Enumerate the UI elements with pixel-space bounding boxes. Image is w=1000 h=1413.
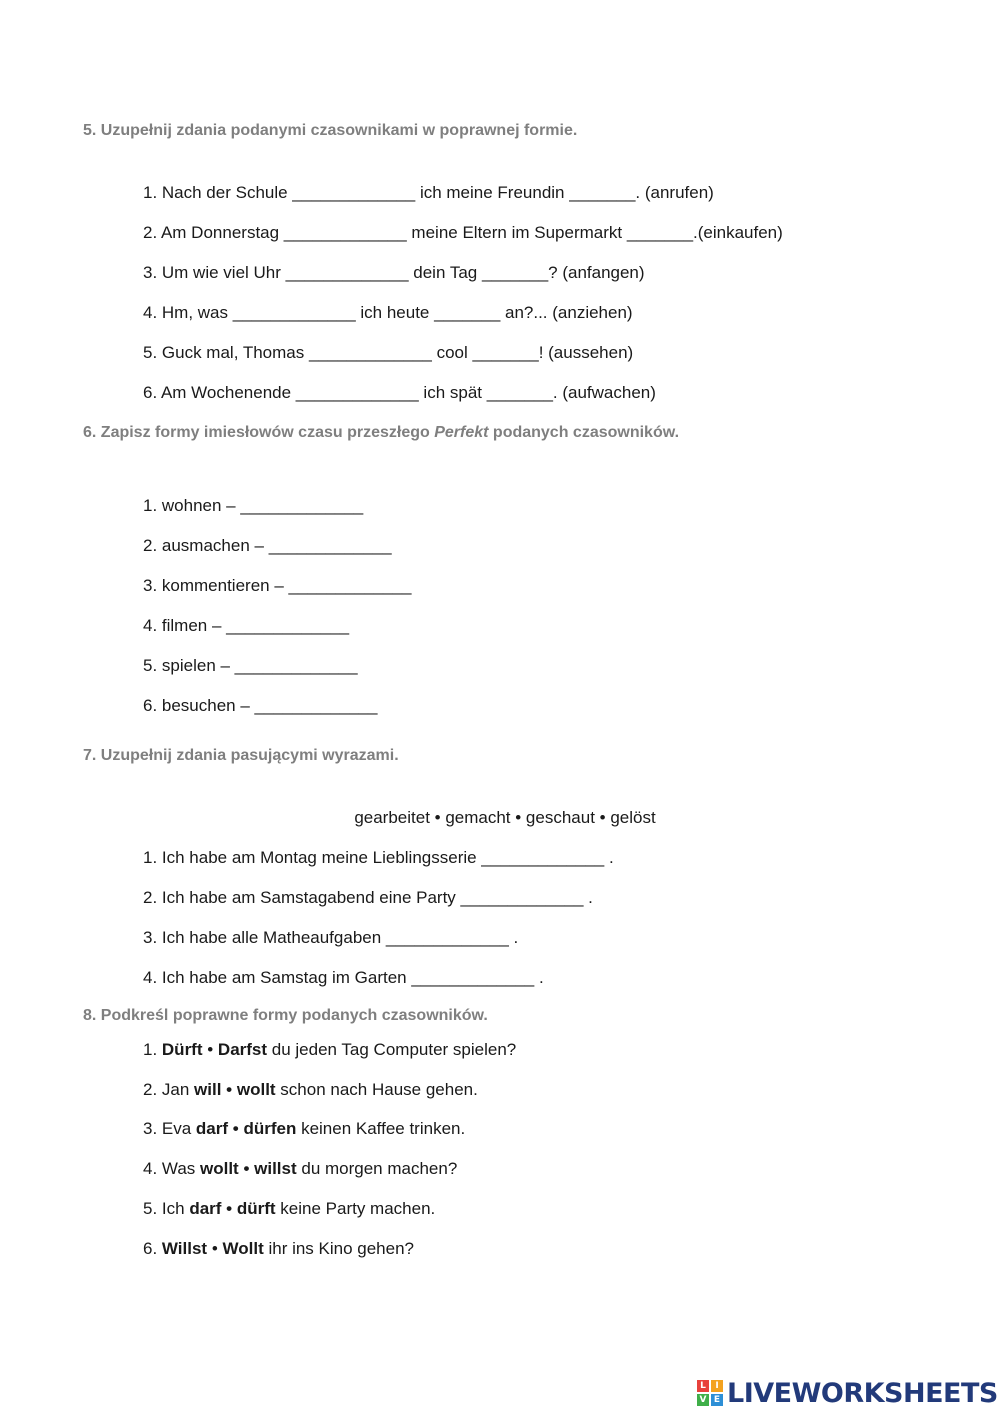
exercise-8-item-5 — [143, 1199, 435, 1219]
exercise-5-item-1: 1. Nach der Schule _____________ ich meine Freundin _______. (anrufen) — [143, 183, 714, 202]
exercise-8-item-6 — [143, 1239, 414, 1259]
verb-option-2[interactable]: dürfen — [243, 1119, 297, 1138]
sentence-rest: ihr ins Kino gehen? — [263, 1239, 415, 1258]
verb-option-2[interactable]: willst — [254, 1159, 297, 1178]
section-7-heading: 7. Uzupełnij zdania pasującymi wyrazami. — [83, 747, 399, 764]
exercise-8-item-4 — [143, 1159, 457, 1179]
exercise-5-item-4: 4. Hm, was _____________ ich heute _______ an?... (anziehen) — [143, 303, 633, 322]
exercise-7-item-2: 2. Ich habe am Samstagabend eine Party _____________ . — [143, 888, 593, 907]
section-6-heading-part-1: 6. Zapisz formy imiesłowów czasu przeszłego — [83, 424, 435, 441]
exercise-6-item-4: 4. filmen – _____________ — [143, 616, 350, 635]
exercise-8-item-3 — [143, 1119, 465, 1139]
item-prefix: 3. Eva — [143, 1119, 196, 1138]
verb-option-2[interactable]: Darfst — [217, 1040, 268, 1059]
verb-option-2[interactable]: Wollt — [222, 1239, 264, 1258]
exercise-6-item-3: 3. kommentieren – _____________ — [143, 576, 412, 595]
exercise-8-item-2 — [143, 1080, 478, 1100]
item-prefix: 5. Ich — [143, 1199, 190, 1218]
option-separator: • — [207, 1239, 223, 1258]
exercise-6-item-5: 5. spielen – _____________ — [143, 656, 358, 675]
exercise-5-item-3: 3. Um wie viel Uhr _____________ dein Tag _______? (anfangen) — [143, 263, 645, 282]
verb-option-1[interactable]: darf — [189, 1199, 222, 1218]
verb-option-1[interactable]: darf — [195, 1119, 229, 1138]
sentence-rest: schon nach Hause gehen. — [275, 1080, 478, 1099]
option-separator: • — [221, 1080, 237, 1099]
option-separator: • — [238, 1159, 255, 1178]
exercise-6-item-1: 1. wohnen – _____________ — [143, 496, 364, 515]
sentence-rest: keine Party machen. — [275, 1199, 436, 1218]
item-prefix: 2. Jan — [143, 1080, 195, 1099]
logo-tile: I — [711, 1380, 723, 1392]
word-bank: gearbeitet • gemacht • geschaut • gelöst — [354, 808, 656, 827]
verb-option-2[interactable]: dürft — [236, 1199, 276, 1218]
option-separator: • — [202, 1040, 218, 1059]
section-6-heading-italic: Perfekt — [434, 424, 489, 441]
sentence-rest: du jeden Tag Computer spielen? — [267, 1040, 517, 1059]
verb-option-1[interactable]: Willst — [161, 1239, 208, 1258]
exercise-6-item-6: 6. besuchen – _____________ — [143, 696, 378, 715]
logo-tile: L — [697, 1380, 709, 1392]
liveworksheets-logo — [697, 1378, 998, 1408]
exercise-7-item-3: 3. Ich habe alle Matheaufgaben _____________ . — [143, 928, 519, 947]
exercise-8-item-1 — [143, 1040, 516, 1060]
exercise-7-item-1: 1. Ich habe am Montag meine Lieblingsserie _____________ . — [143, 848, 614, 867]
logo-tile: V — [697, 1394, 709, 1406]
logo-mark-icon — [697, 1380, 723, 1406]
exercise-5-item-6: 6. Am Wochenende _____________ ich spät _______. (aufwachen) — [143, 383, 656, 402]
verb-option-1[interactable]: Dürft — [161, 1040, 203, 1059]
exercise-7-item-4: 4. Ich habe am Samstag im Garten _____________ . — [143, 968, 544, 987]
sentence-rest: du morgen machen? — [296, 1159, 458, 1178]
exercise-6-item-2: 2. ausmachen – _____________ — [143, 536, 392, 555]
logo-text: LIVEWORKSHEETS — [727, 1377, 998, 1409]
item-prefix: 4. Was — [143, 1159, 200, 1178]
exercise-5-item-2: 2. Am Donnerstag _____________ meine Eltern im Supermarkt _______.(einkaufen) — [143, 223, 783, 242]
logo-tile: E — [711, 1394, 723, 1406]
section-5-heading: 5. Uzupełnij zdania podanymi czasownikami w poprawnej formie. — [83, 122, 578, 139]
sentence-rest: keinen Kaffee trinken. — [296, 1119, 466, 1138]
verb-option-1[interactable]: will — [194, 1080, 222, 1099]
section-6-heading — [83, 423, 679, 443]
verb-option-1[interactable]: wollt — [200, 1159, 239, 1178]
verb-option-2[interactable]: wollt — [236, 1080, 276, 1099]
item-prefix: 6. — [143, 1239, 162, 1258]
item-prefix: 1. — [143, 1040, 162, 1059]
section-8-heading: 8. Podkreśl poprawne formy podanych czasowników. — [83, 1007, 488, 1024]
exercise-5-item-5: 5. Guck mal, Thomas _____________ cool _______! (aussehen) — [143, 343, 634, 362]
option-separator: • — [221, 1199, 237, 1218]
section-6-heading-part-2: podanych czasowników. — [488, 424, 680, 441]
option-separator: • — [228, 1119, 244, 1138]
